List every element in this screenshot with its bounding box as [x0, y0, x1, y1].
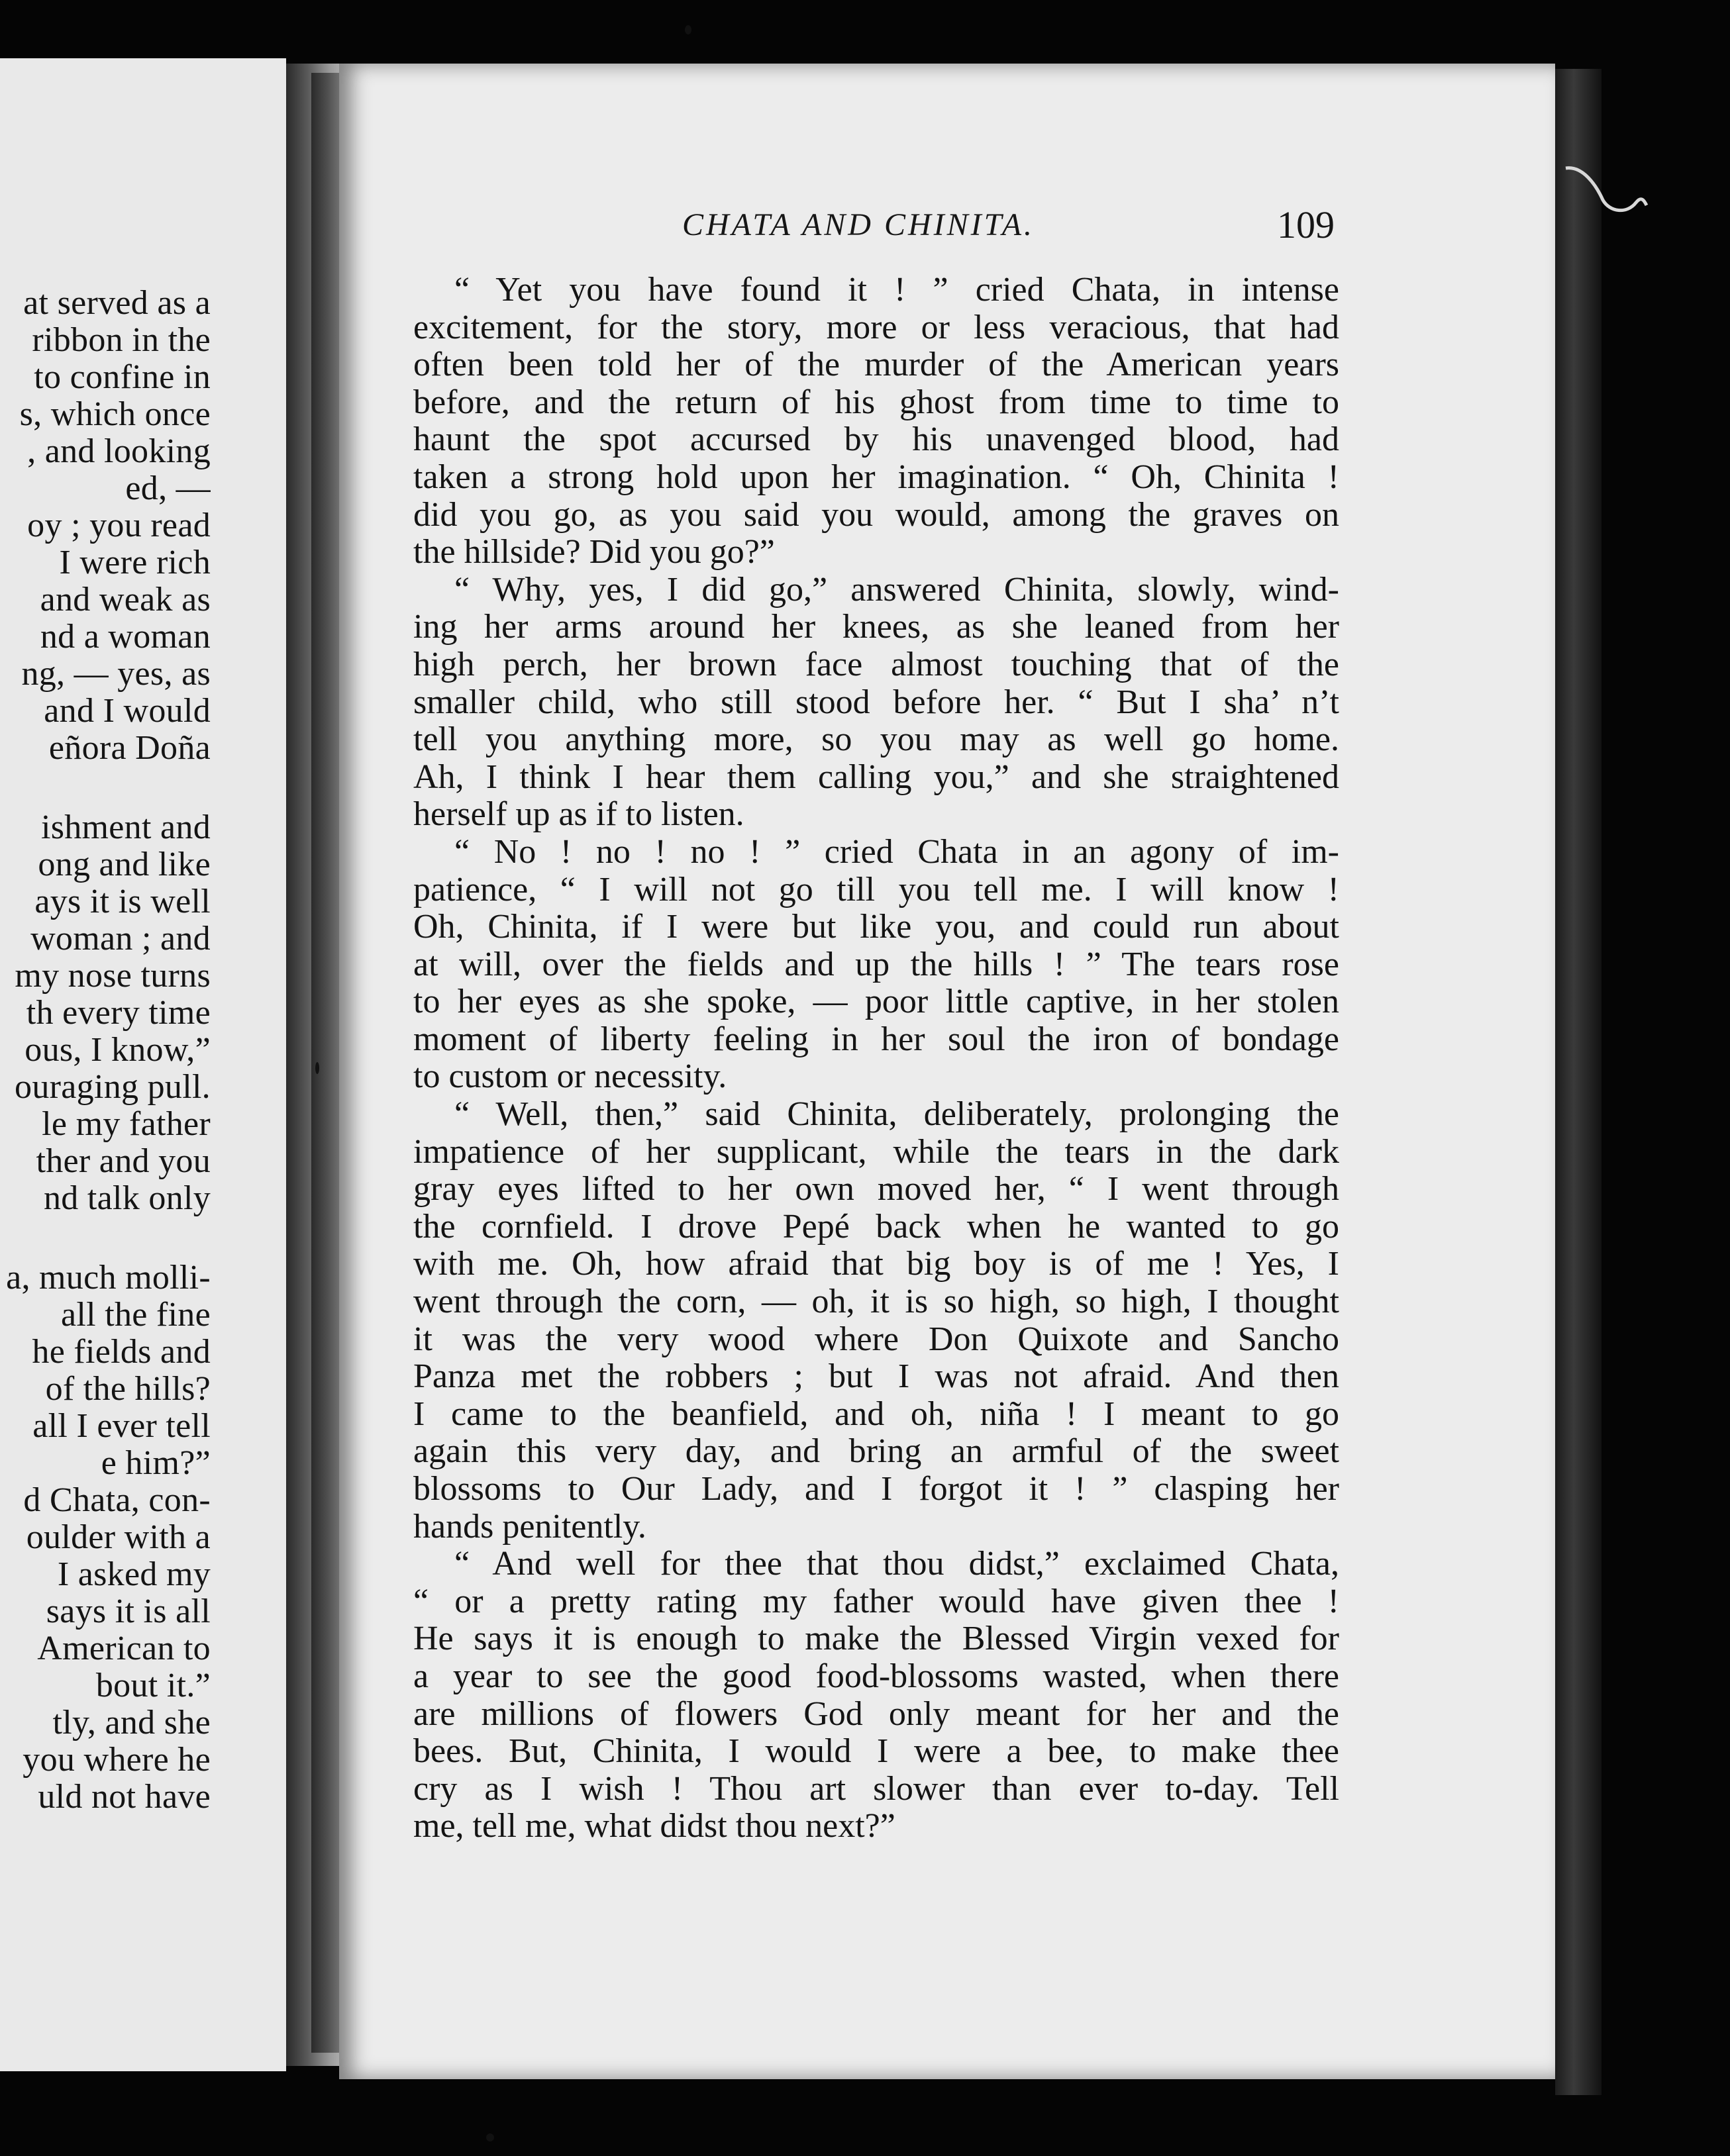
scan-speck — [315, 1062, 319, 1074]
left-page-line: eñora Doña — [48, 729, 211, 767]
binding-thread-mark — [1563, 159, 1649, 225]
text-line: Oh, Chinita, if I were but like you, and could run about — [413, 908, 1339, 946]
left-page-line: ays it is well — [34, 883, 211, 920]
left-page-line: he fields and — [32, 1333, 211, 1371]
text-line: ing her arms around her knees, as she leaned from her — [413, 608, 1339, 646]
scan-speck — [685, 25, 691, 34]
text-line: the cornfield. I drove Pepé back when he wanted to go — [413, 1207, 1339, 1246]
left-page-line: ong and like — [38, 846, 211, 883]
running-head: CHATA AND CHINITA. — [682, 207, 1035, 242]
left-page-line: ther and you — [36, 1142, 211, 1180]
left-page-line: nd talk only — [43, 1179, 211, 1217]
left-page-line: all I ever tell — [32, 1407, 211, 1445]
text-line: it was the very wood where Don Quixote and Sancho — [413, 1320, 1339, 1358]
text-line: “ Yet you have found it ! ” cried Chata, in intense — [454, 271, 1339, 309]
left-page-line: , and looking — [27, 432, 211, 470]
text-line: herself up as if to listen. — [413, 795, 744, 834]
text-line: gray eyes lifted to her own moved her, “ I went through — [413, 1170, 1339, 1208]
left-page-line: a, much molli- — [6, 1259, 211, 1297]
text-line: He says it is enough to make the Blessed Virgin vexed for — [413, 1620, 1339, 1658]
left-page-line: all the fine — [61, 1296, 211, 1334]
left-page-line: and weak as — [40, 581, 211, 618]
page-number: 109 — [1277, 203, 1335, 246]
text-line: “ Well, then,” said Chinita, deliberately, prolonging the — [454, 1095, 1339, 1134]
text-line: me, tell me, what didst thou next?” — [413, 1807, 895, 1845]
left-page-line: oulder with a — [26, 1518, 211, 1556]
left-page-line: says it is all — [46, 1592, 211, 1630]
left-page-line: bout it.” — [95, 1667, 211, 1704]
text-line: did you go, as you said you would, among the graves on — [413, 495, 1339, 534]
left-page-line: at served as a — [23, 284, 211, 322]
text-line: are millions of flowers God only meant for her and the — [413, 1694, 1339, 1733]
page-edge — [1555, 69, 1602, 2095]
left-page-line: American to — [37, 1630, 211, 1667]
text-line: “ Why, yes, I did go,” answered Chinita, slowly, wind- — [454, 570, 1339, 609]
left-page-line: ishment and — [40, 808, 211, 846]
left-page-line: le my father — [42, 1105, 211, 1143]
left-page-line: ed, — — [125, 469, 211, 507]
left-page-line: and I would — [44, 692, 211, 730]
text-line: high perch, her brown face almost touching that of the — [413, 645, 1339, 683]
text-line: the hillside? Did you go?” — [413, 533, 775, 571]
text-line: tell you anything more, so you may as well go home. — [413, 720, 1339, 759]
text-line: I came to the beanfield, and oh, niña ! I meant to go — [413, 1395, 1339, 1433]
text-line: excitement, for the story, more or less veracious, that had — [413, 308, 1339, 346]
left-page-line: you where he — [23, 1741, 211, 1779]
text-line: to custom or necessity. — [413, 1057, 727, 1096]
left-page-line: woman ; and — [30, 920, 211, 957]
text-line: to her eyes as she spoke, — poor little captive, in her stolen — [413, 983, 1339, 1021]
text-line: often been told her of the murder of the American years — [413, 346, 1339, 384]
left-page-line: ous, I know,” — [25, 1031, 211, 1069]
left-page-line: my nose turns — [15, 957, 211, 995]
left-page-line: th every time — [26, 994, 211, 1032]
text-line: bees. But, Chinita, I would I were a bee, to make thee — [413, 1732, 1339, 1771]
left-page-line: ng, — yes, as — [21, 655, 211, 693]
left-page-line: uld not have — [38, 1778, 211, 1816]
left-page-line: I asked my — [57, 1555, 211, 1593]
left-page-line: e him?” — [101, 1444, 211, 1482]
left-facing-page — [0, 58, 286, 2071]
text-line: impatience of her supplicant, while the tears in the dark — [413, 1132, 1339, 1171]
left-page-line: oy ; you read — [27, 507, 211, 544]
left-page-line: ribbon in the — [32, 321, 211, 359]
left-page-line: to confine in — [34, 358, 211, 396]
text-line: taken a strong hold upon her imagination. “ Oh, Chinita ! — [413, 458, 1339, 496]
text-line: again this very day, and bring an armful of the sweet — [413, 1432, 1339, 1471]
text-line: at will, over the fields and up the hills ! ” The tears rose — [413, 945, 1339, 983]
left-page-line: nd a woman — [40, 618, 211, 656]
text-line: “ No ! no ! no ! ” cried Chata in an agony of im- — [454, 832, 1339, 871]
text-line: smaller child, who still stood before her. “ But I sha’ n’t — [413, 683, 1339, 721]
text-line: “ or a pretty rating my father would have given thee ! — [413, 1582, 1339, 1620]
scan-speck — [486, 2133, 494, 2141]
text-line: blossoms to Our Lady, and I forgot it ! ” clasping her — [413, 1470, 1339, 1508]
text-line: hands penitently. — [413, 1507, 646, 1545]
left-page-line: s, which once — [19, 395, 211, 433]
text-line: with me. Oh, how afraid that big boy is of me ! Yes, I — [413, 1245, 1339, 1283]
left-page-line: d Chata, con- — [23, 1481, 211, 1519]
left-page-line: ouraging pull. — [15, 1068, 211, 1106]
left-page-line: tly, and she — [52, 1704, 211, 1741]
text-line: Ah, I think I hear them calling you,” and she straightened — [413, 758, 1339, 796]
left-page-line: I were rich — [59, 544, 211, 581]
body-text — [413, 271, 1339, 1845]
text-line: haunt the spot accursed by his unavenged blood, had — [413, 420, 1339, 459]
text-line: went through the corn, — oh, it is so high, so high, I thought — [413, 1283, 1339, 1321]
text-line: moment of liberty feeling in her soul the iron of bondage — [413, 1020, 1339, 1058]
text-line: “ And well for thee that thou didst,” exclaimed Chata, — [454, 1545, 1339, 1583]
text-line: patience, “ I will not go till you tell me. I will know ! — [413, 870, 1339, 908]
text-line: cry as I wish ! Thou art slower than ever to-day. Tell — [413, 1769, 1339, 1808]
text-line: Panza met the robbers ; but I was not afraid. And then — [413, 1357, 1339, 1396]
left-page-line: of the hills? — [45, 1370, 211, 1408]
text-line: before, and the return of his ghost from time to time to — [413, 383, 1339, 421]
text-line: a year to see the good food-blossoms wasted, when there — [413, 1657, 1339, 1695]
